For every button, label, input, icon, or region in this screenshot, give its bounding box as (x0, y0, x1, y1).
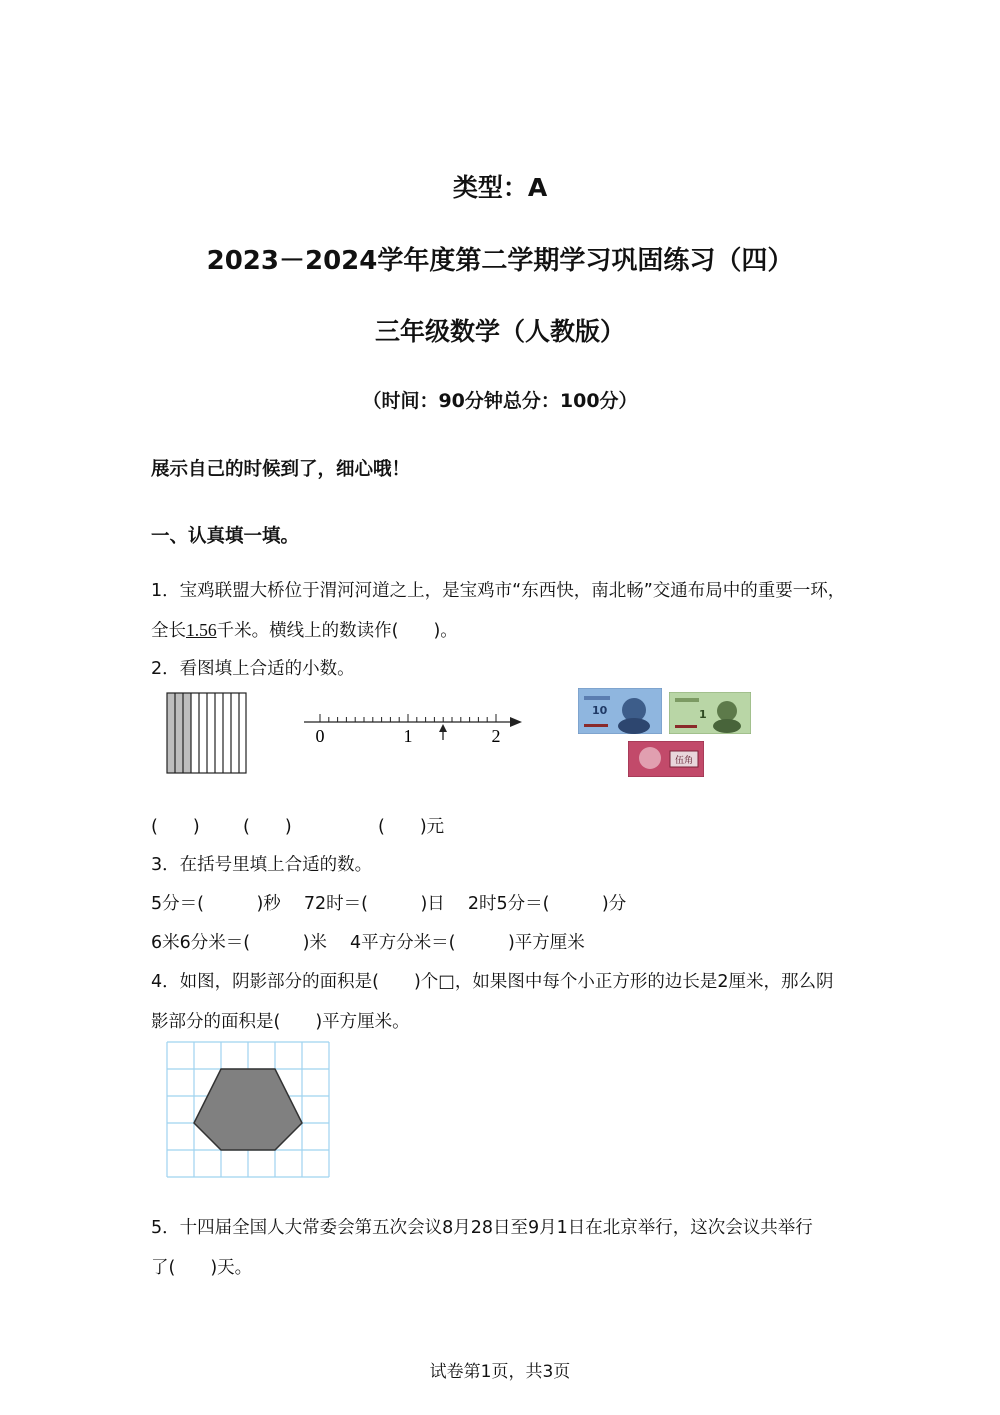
q1-underlined-number: 1.56 (186, 620, 217, 640)
question-1-line-1: 1．宝鸡联盟大桥位于渭河河道之上，是宝鸡市“东西快，南北畅”交通布局中的重要一环， (151, 581, 846, 601)
q1-suffix: 千米。横线上的数读作( )。 (216, 621, 458, 641)
shaded-strip-2 (175, 693, 183, 773)
question-3-row-1: 5分＝( )秒 72时＝( )日 2时5分＝( )分 (151, 894, 627, 914)
question-5-line-1: 5．十四届全国人大常委会第五次会议8月28日至9月1日在北京举行，这次会议共举行 (151, 1218, 813, 1238)
question-3-text: 3．在括号里填上合适的数。 (151, 855, 373, 875)
grid-hexagon-figure (166, 1041, 332, 1181)
banknote-five-jiao (628, 741, 704, 777)
number-line-arrow-icon (439, 724, 447, 732)
shaded-strip-1 (167, 693, 175, 773)
exam-time-info: （时间：90分钟总分：100分） (362, 390, 638, 412)
q1-prefix: 全长 (151, 621, 186, 641)
number-line-label-0: 0 (315, 726, 325, 746)
number-line-figure (300, 700, 530, 760)
question-1-line-2 (151, 617, 458, 642)
q2-blank-3: ( )元 (378, 817, 445, 837)
exam-type-label: 类型：A (452, 173, 548, 202)
q2-blank-1: ( ) (151, 817, 200, 837)
number-line-label-1: 1 (403, 726, 413, 746)
intro-text: 展示自己的时候到了，细心哦！ (151, 459, 411, 480)
question-4-line-2: 影部分的面积是( )平方厘米。 (151, 1012, 410, 1032)
question-2-text: 2．看图填上合适的小数。 (151, 659, 355, 679)
q2-blank-2: ( ) (243, 817, 292, 837)
question-5-line-2: 了( )天。 (151, 1258, 253, 1278)
section-heading: 一、认真填一填。 (151, 526, 300, 547)
banknote-ten-yuan (578, 688, 662, 734)
exam-subtitle: 三年级数学（人教版） (374, 317, 625, 346)
strip-rectangle-figure (164, 690, 250, 776)
note-ten-value: 10 (592, 704, 608, 717)
shaded-hexagon (194, 1069, 302, 1150)
question-3-row-2: 6米6分米＝( )米 4平方分米＝( )平方厘米 (151, 933, 585, 953)
question-4-line-1: 4．如图，阴影部分的面积是( )个□，如果图中每个小正方形的边长是2厘米，那么阴 (151, 972, 834, 992)
note-fivejiao-value: 伍角 (674, 756, 694, 766)
shaded-strip-3 (183, 693, 191, 773)
number-line-label-2: 2 (491, 726, 501, 746)
banknote-one-yuan (669, 692, 751, 734)
note-one-value: 1 (699, 708, 707, 721)
exam-title: 2023－2024学年度第二学期学习巩固练习（四） (206, 246, 794, 276)
page-footer: 试卷第1页，共3页 (429, 1362, 571, 1382)
